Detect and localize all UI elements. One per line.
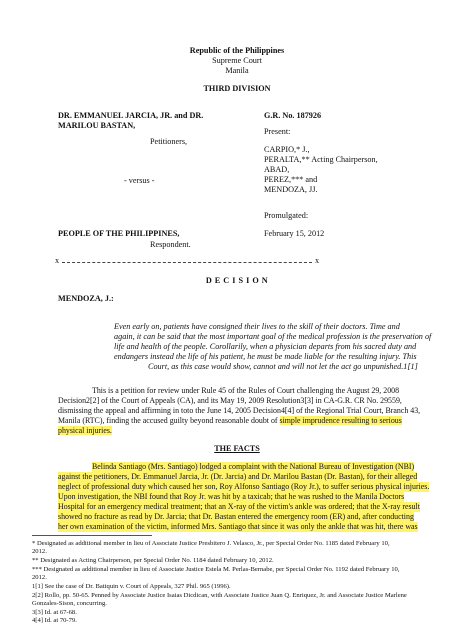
header-court: Supreme Court xyxy=(212,56,262,65)
epigraph-line: life and health of the people. Corollarily, when a physician departs from his sacred duty and xyxy=(114,342,417,351)
present-label: Present: xyxy=(264,127,291,136)
footnote: *** Designated as additional member in lieu of Associate Justice Estela M. Perlas-Bernabe, per Special Order No. 1192 dated February 10, xyxy=(32,566,400,573)
intro-line xyxy=(58,416,402,426)
footnote: * Designated as additional member in lieu of Associate Justice Presbitero J. Velasco, Jr., per Special Order No. 1185 dated February 10, xyxy=(32,540,390,547)
petitioners-role: Petitioners, xyxy=(150,137,188,146)
justice-mendoza: MENDOZA, JJ. xyxy=(264,185,318,194)
facts-line: against the petitioners, Dr. Emmanuel Jarcia, Jr. (Dr. Jarcia) and Dr. Marilou Bastan (Dr. Bastan), for their alleged xyxy=(58,472,418,481)
intro-line xyxy=(58,426,112,436)
facts-heading: THE FACTS xyxy=(214,444,260,453)
footnote: 4[4] Id. at 70-79. xyxy=(32,617,77,624)
facts-line: Belinda Santiago (Mrs. Santiago) lodged a complaint with the National Bureau of Investigation (NBI) xyxy=(92,462,415,471)
intro-line: This is a petition for review under Rule 45 of the Rules of Court challenging the August 29, 2008 xyxy=(92,386,400,395)
separator-right-x: x xyxy=(315,256,320,265)
footnote: Gonzales-Sison, concurring. xyxy=(32,600,107,607)
separator-dashes xyxy=(62,262,312,263)
footnote: 2012. xyxy=(32,548,47,555)
respondent-role: Respondent. xyxy=(150,240,191,249)
footnote: 2012. xyxy=(32,574,47,581)
decision-title: D E C I S I O N xyxy=(205,276,269,285)
promulgation-date: February 15, 2012 xyxy=(264,229,325,238)
facts-line: her own examination of the victim, informed Mrs. Santiago that since it was only the ankle that was hit, there was xyxy=(58,522,418,531)
gr-number: G.R. No. 187926 xyxy=(264,111,322,120)
justice-carpio: CARPIO,* J., xyxy=(264,145,310,154)
header-city: Manila xyxy=(225,66,249,75)
petitioners-line-1: DR. EMMANUEL JARCIA, JR. and DR. xyxy=(58,111,204,120)
versus-label: - versus - xyxy=(124,176,155,185)
highlighted-text: simple imprudence resulting to serious xyxy=(279,416,402,425)
epigraph-line: Even early on, patients have consigned their lives to the skill of their doctors. Time and xyxy=(114,322,400,331)
justice-peralta: PERALTA,** Acting Chairperson, xyxy=(264,155,378,164)
justice-abad: ABAD, xyxy=(264,165,290,174)
separator-left-x: x xyxy=(55,256,60,265)
highlighted-text: physical injuries. xyxy=(58,426,112,435)
footnote: 1[1] See the case of Dr. Batiquin v. Court of Appeals, 327 Phil. 965 (1996). xyxy=(32,583,231,590)
promulgated-label: Promulgated: xyxy=(264,211,309,220)
footnote-divider xyxy=(32,535,152,536)
facts-line: showed no fracture as read by Dr. Jarcia; that Dr. Bastan entered the emergency room (ER) and, after conducting xyxy=(58,512,414,521)
footnote: 3[3] Id. at 67-68. xyxy=(32,609,77,616)
division-title: THIRD DIVISION xyxy=(203,84,271,93)
header-republic: Republic of the Philippines xyxy=(189,46,285,55)
petitioners-line-2: MARILOU BASTAN, xyxy=(58,121,136,130)
facts-line: Hospital for an emergency medical treatment; that an X-ray of the victim's ankle was ordered; that the X-ray result xyxy=(58,502,420,511)
facts-line: neglect of professional duty which caused her son, Roy Alfonso Santiago (Roy Jr.), to suffer serious physical injuries. xyxy=(58,482,430,491)
footnote: ** Designated as Acting Chairperson, per Special Order No. 1184 dated February 10, 2012. xyxy=(32,557,274,564)
epigraph-line: endangers instead the life of his patient, he must be made liable for the resulting injury. This xyxy=(114,352,417,361)
respondent-name: PEOPLE OF THE PHILIPPINES, xyxy=(58,229,180,238)
epigraph-line: again, it can be said that the most important goal of the medical profession is the preservation of xyxy=(114,332,432,341)
intro-line: dismissing the appeal and affirming in toto the June 14, 2005 Decision4[4] of the Regional Trial Court, Branch 43, xyxy=(58,406,421,415)
justice-perez: PEREZ,*** and xyxy=(264,175,318,184)
facts-line: Upon investigation, the NBI found that Roy Jr. was hit by a taxicab; that he was rushed to the Manila Doctors xyxy=(58,492,405,501)
epigraph-line: Court, as this case would show, cannot and will not let the act go unpunished.1[1] xyxy=(148,362,418,371)
footnote: 2[2] Rollo, pp. 50-65. Penned by Associate Justice Isaias Dicdican, with Associate Justice Juan Q. Enriquez, Jr. and Associate Justice Marlene xyxy=(32,592,407,599)
intro-line: Decision2[2] of the Court of Appeals (CA), and its May 19, 2009 Resolution3[3] in CA-G.R. CR No. 29559, xyxy=(58,396,402,405)
intro-line-plain: Manila (RTC), finding the accused guilty beyond reasonable doubt of xyxy=(58,416,280,425)
ponente: MENDOZA, J.: xyxy=(58,294,114,303)
